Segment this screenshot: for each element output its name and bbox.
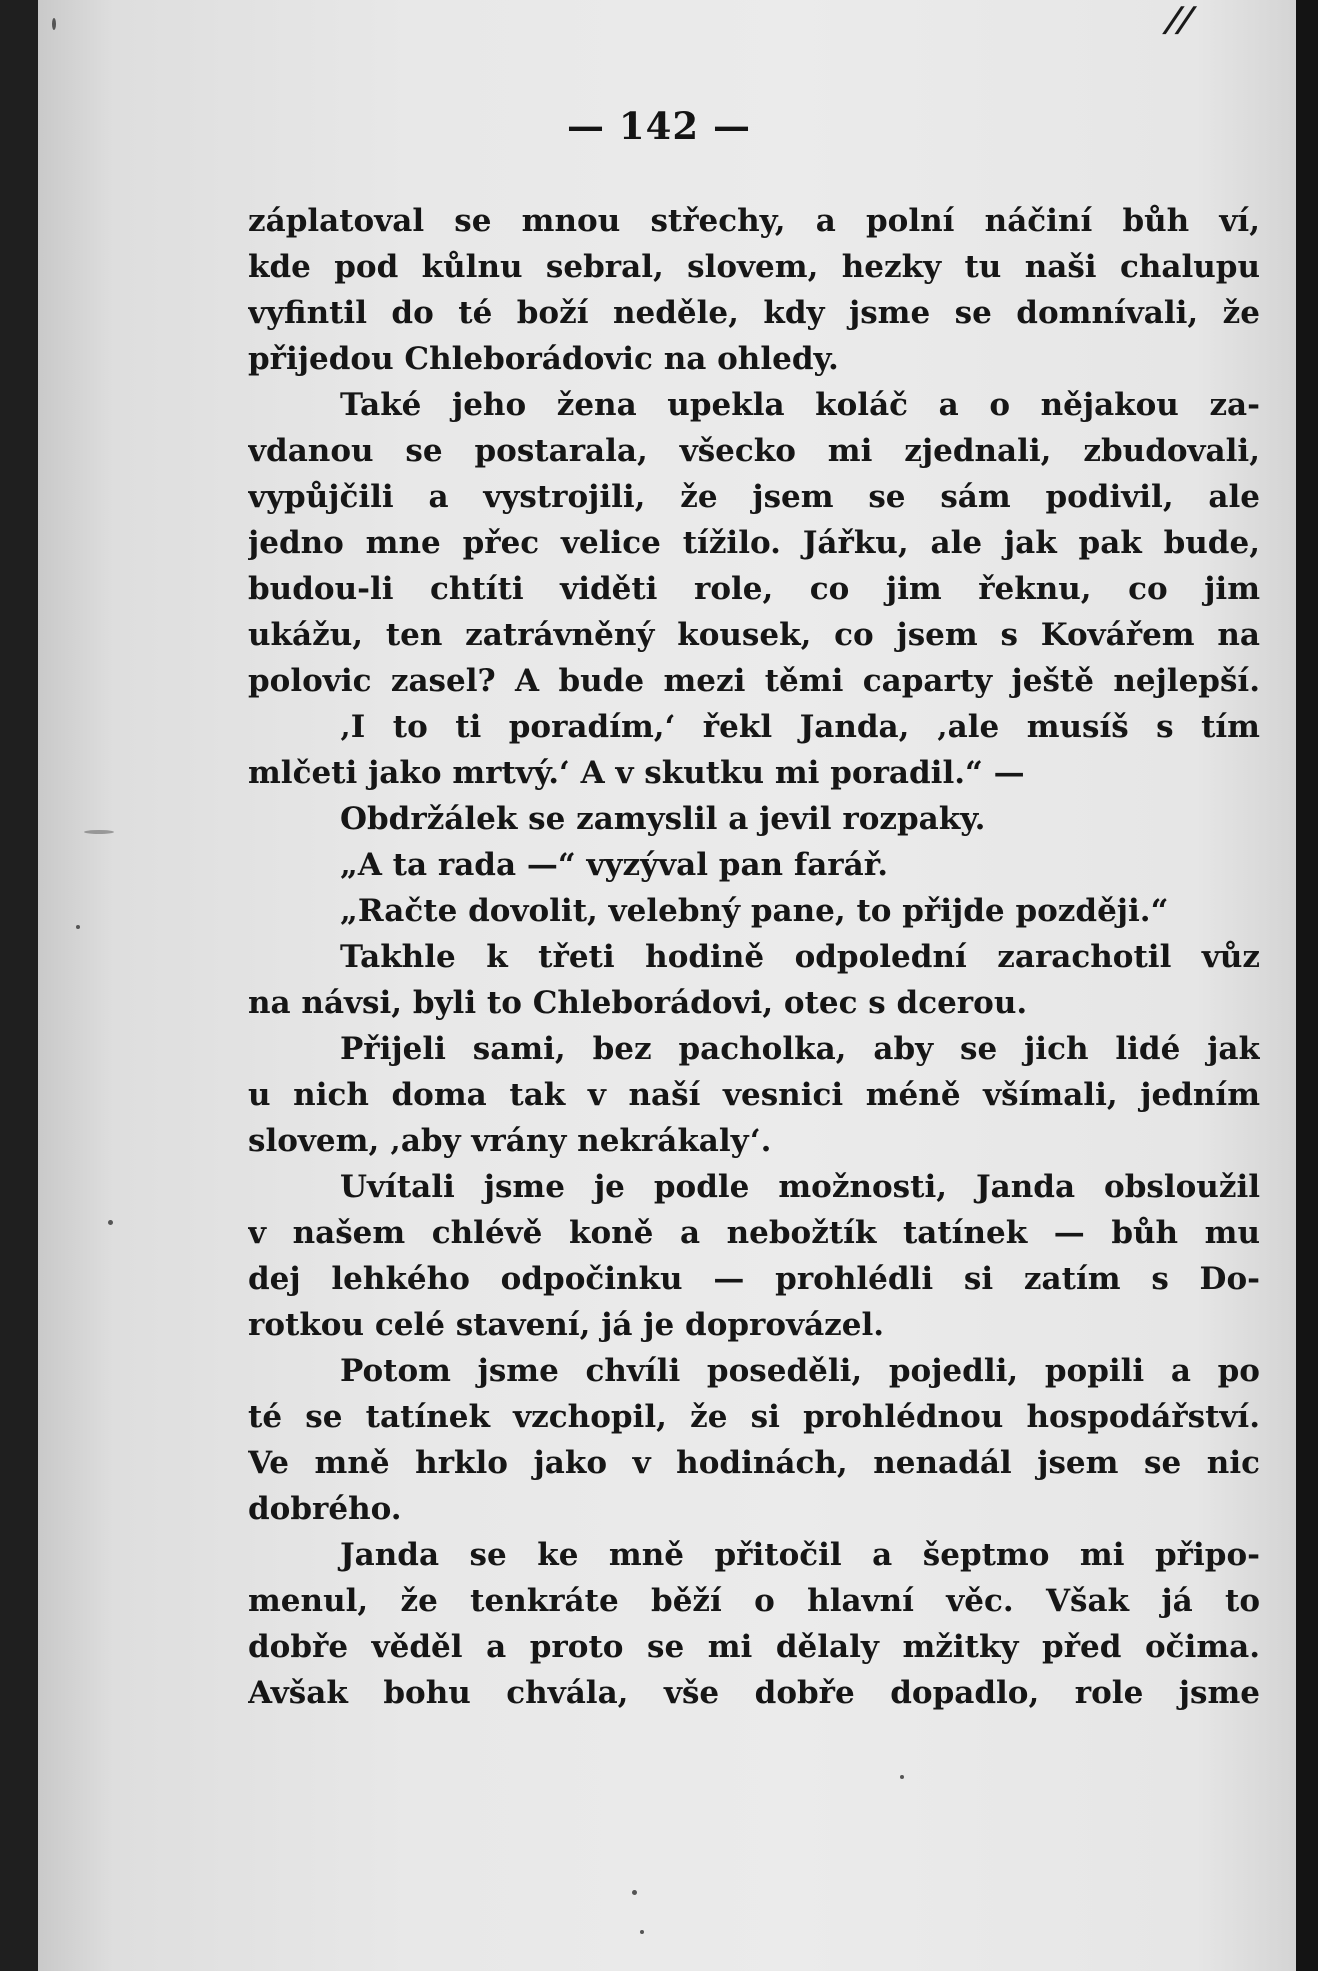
body-text <box>248 198 1260 1716</box>
text-line: kde pod kůlnu sebral, slovem, hezky tu naši chalupu <box>248 249 1260 285</box>
text-line: Také jeho žena upekla koláč a o nějakou za- <box>340 387 1260 423</box>
text-line: vyfintil do té boží neděle, kdy jsme se domnívali, že <box>248 295 1260 331</box>
text-line: té se tatínek vzchopil, že si prohlédnou hospodářství. <box>248 1399 1260 1435</box>
corner-ink-mark: // <box>1159 0 1200 40</box>
text-line: mlčeti jako mrtvý.‘ A v skutku mi poradil.“ — <box>248 755 1025 791</box>
text-line: Uvítali jsme je podle možnosti, Janda obsloužil <box>340 1169 1260 1205</box>
text-line: Janda se ke mně přitočil a šeptmo mi připo- <box>340 1537 1260 1573</box>
text-line: slovem, ‚aby vrány nekrákaly‘. <box>248 1123 772 1159</box>
text-line: dobrého. <box>248 1491 402 1527</box>
text-line: Ve mně hrklo jako v hodinách, nenadál jsem se nic <box>248 1445 1260 1481</box>
paper-speck <box>84 830 114 834</box>
paper-speck <box>640 1930 644 1934</box>
paper-speck <box>52 18 56 30</box>
page-number: — 142 — <box>567 104 751 148</box>
text-line: přijedou Chleborádovic na ohledy. <box>248 341 839 377</box>
paper-speck <box>108 1220 113 1225</box>
text-line: „A ta rada —“ vyzýval pan farář. <box>340 847 888 883</box>
text-line: v našem chlévě koně a nebožtík tatínek — bůh mu <box>248 1215 1260 1251</box>
paper-speck <box>900 1775 904 1779</box>
page-edge-shadow <box>1296 0 1318 1971</box>
text-line: Avšak bohu chvála, vše dobře dopadlo, role jsme <box>248 1675 1260 1711</box>
text-line: dobře věděl a proto se mi dělaly mžitky před očima. <box>248 1629 1260 1665</box>
text-line: ‚I to ti poradím,‘ řekl Janda, ‚ale musíš s tím <box>340 709 1260 745</box>
text-line: na návsi, byli to Chleborádovi, otec s dcerou. <box>248 985 1028 1021</box>
text-line: záplatoval se mnou střechy, a polní náčiní bůh ví, <box>248 203 1260 239</box>
text-line: „Račte dovolit, velebný pane, to přijde později.“ <box>340 893 1169 929</box>
text-line: vdanou se postarala, všecko mi zjednali, zbudovali, <box>248 433 1260 469</box>
text-line: budou-li chtíti viděti role, co jim řeknu, co jim <box>248 571 1260 607</box>
text-line: rotkou celé stavení, já je doprovázel. <box>248 1307 885 1343</box>
text-line: polovic zasel? A bude mezi těmi caparty ještě nejlepší. <box>248 663 1260 699</box>
text-line: Přijeli sami, bez pacholka, aby se jich lidé jak <box>340 1031 1260 1067</box>
text-line: Obdržálek se zamyslil a jevil rozpaky. <box>340 801 986 837</box>
text-line: Potom jsme chvíli poseděli, pojedli, popili a po <box>340 1353 1260 1389</box>
text-line: dej lehkého odpočinku — prohlédli si zatím s Do- <box>248 1261 1260 1297</box>
paper-speck <box>76 925 80 929</box>
paper-speck <box>632 1890 637 1895</box>
text-line: vypůjčili a vystrojili, že jsem se sám podivil, ale <box>248 479 1260 515</box>
text-line: u nich doma tak v naší vesnici méně všímali, jedním <box>248 1077 1260 1113</box>
text-line: menul, že tenkráte běží o hlavní věc. Však já to <box>248 1583 1260 1619</box>
text-line: jedno mne přec velice tížilo. Jářku, ale jak pak bude, <box>248 525 1260 561</box>
text-line: Takhle k třeti hodině odpolední zarachotil vůz <box>340 939 1260 975</box>
text-line: ukážu, ten zatrávněný kousek, co jsem s Kovářem na <box>248 617 1260 653</box>
